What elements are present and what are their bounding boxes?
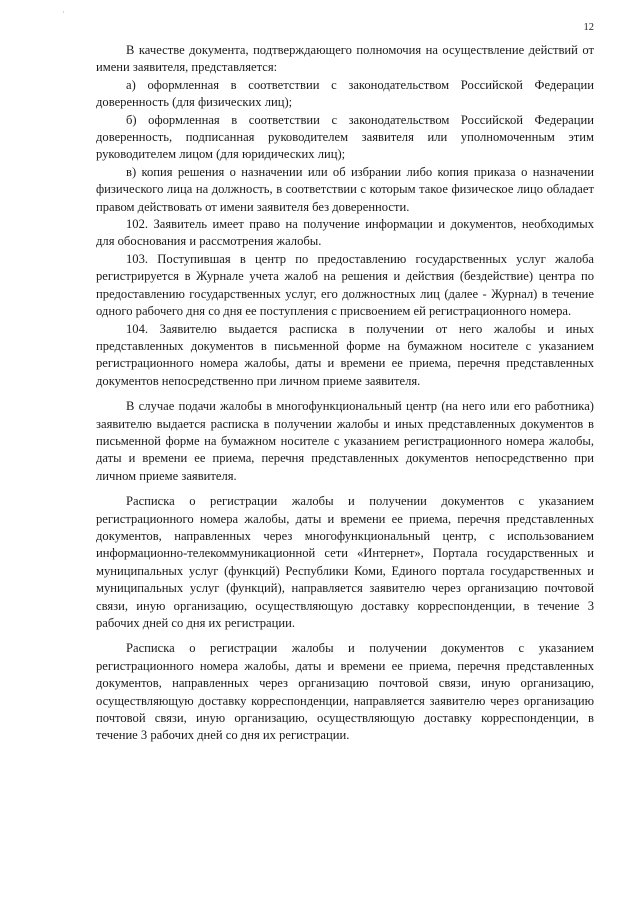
- paragraph-receipt-post: Расписка о регистрации жалобы и получении документов с указанием регистрационного номера жалобы, даты и времени ее приема, перечня представленных документов, направленных через организацию почтовой связи, иную организацию, осуществляющую доставку корреспонденции, направляется заявителю через организацию почтовой связи, иную организацию, осуществляющую доставку корреспонденции, в течение 3 рабочих дней со дня их регистрации.: [96, 641, 594, 743]
- paragraph-mfc-receipt: В случае подачи жалобы в многофункциональный центр (на него или его работника) заявителю выдается расписка в получении жалобы и иных представленных документов в письменной форме на бумажном носителе с указанием регистрационного номера жалобы, даты и времени ее приема, перечня представленных документов непосредственно при личном приеме заявителя.: [96, 399, 594, 483]
- paragraph-104: 104. Заявителю выдается расписка в получении от него жалобы и иных представленных документов в письменной форме на бумажном носителе с указанием регистрационного номера жалобы, даты и времени ее приема, перечня представленных документов непосредственно при личном приеме заявителя.: [96, 321, 594, 388]
- paragraph-item-b: б) оформленная в соответствии с законодательством Российской Федерации доверенность, подписанная руководителем заявителя или уполномоченным этим руководителем лицом (для юридических лиц);: [96, 112, 594, 162]
- document-body: [96, 42, 594, 745]
- paragraph-102: 102. Заявитель имеет право на получение информации и документов, необходимых для обоснования и рассмотрения жалобы.: [96, 217, 594, 249]
- paragraph-authority-docs: В качестве документа, подтверждающего полномочия на осуществление действий от имени заявителя, представляется:: [96, 43, 594, 75]
- paragraph-103: 103. Поступившая в центр по предоставлению государственных услуг жалоба регистрируется в Журнале учета жалоб на решения и действия (бездействие) центра по предоставлению государственных услуг, его должностных лиц (далее - Журнал) в течение одного рабочего дня со дня ее поступления с присвоением ей регистрационного номера.: [96, 251, 594, 319]
- paragraph-item-v: в) копия решения о назначении или об избрании либо копия приказа о назначении физического лица на должность, в соответствии с которым такое физическое лицо обладает правом действовать от имени заявителя без доверенности.: [96, 164, 594, 214]
- page-number: 12: [583, 22, 594, 33]
- paragraph-receipt-internet: Расписка о регистрации жалобы и получении документов с указанием регистрационного номера жалобы, даты и времени ее приема, перечня представленных документов, направленных через многофункциональный центр, с использованием информационно-телекоммуникационной сети «Интернет», Портала государственных и муниципальных услуг (функций) Республики Коми, Единого портала государственных и муниципальных услуг (функций), направляется заявителю через организацию почтовой связи, иную организацию, осуществляющую доставку корреспонденции, в течение 3 рабочих дней со дня их регистрации.: [96, 494, 594, 630]
- scan-mark: ·: [62, 8, 65, 17]
- paragraph-item-a: а) оформленная в соответствии с законодательством Российской Федерации доверенность (для физических лиц);: [96, 77, 594, 110]
